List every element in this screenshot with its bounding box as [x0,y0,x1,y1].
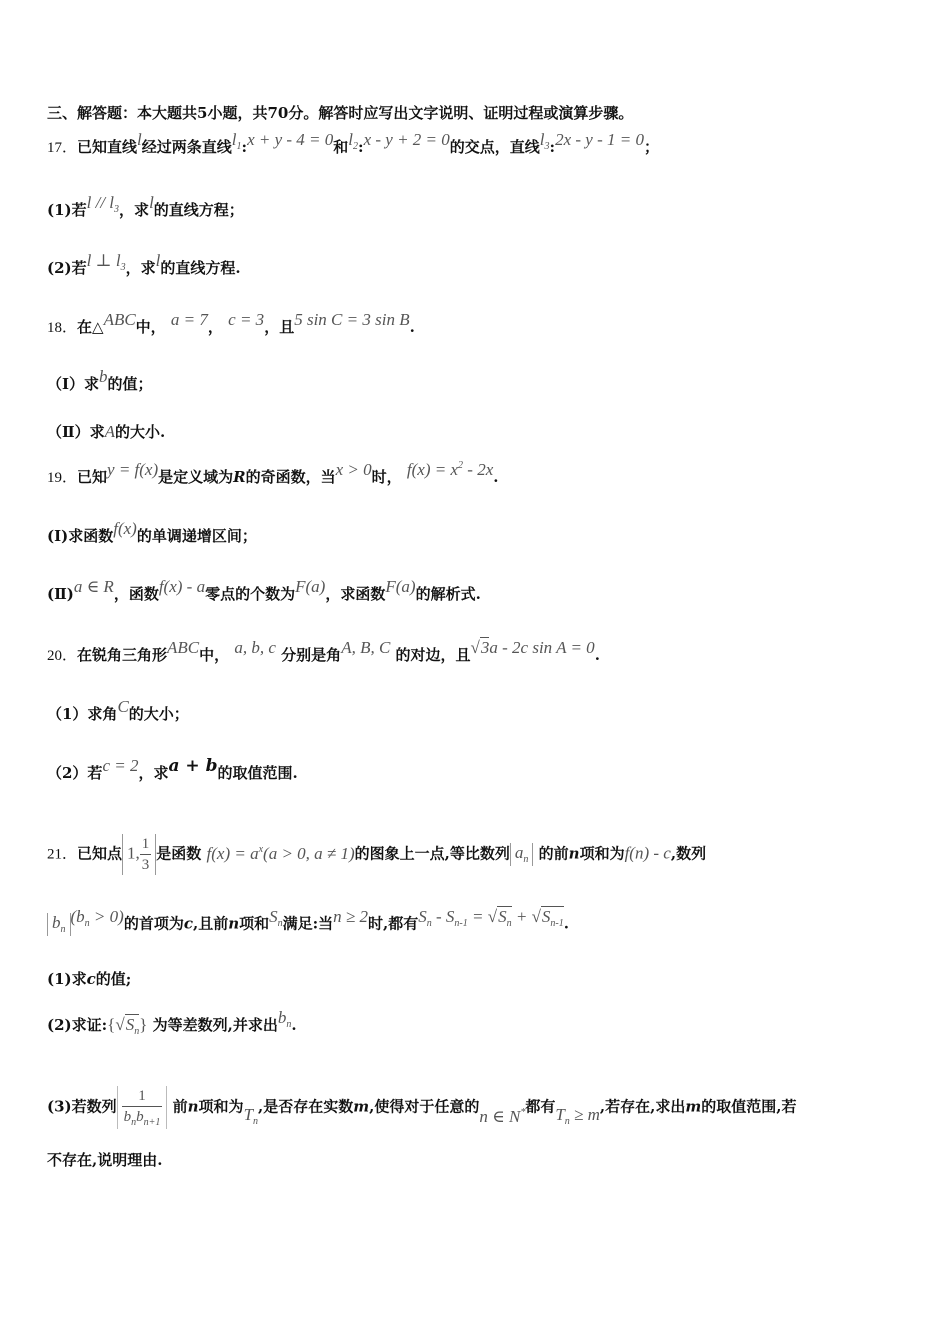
section-header: 三、解答题：本大题共5小题，共70分。解答时应写出文字说明、证明过程或演算步骤。 [47,104,634,122]
q19-part2: (Ⅱ)a ∈ R，函数f(x) - a零点的个数为F(a)，求函数F(a)的解析式. [47,577,481,603]
q17-part2: (2)若l ⊥ $l_3$，求l的直线方程. [47,251,241,277]
q21-stem-line2: $b_n(b_n > 0)$的首项为c,且前n项和$S_n$满足:当n ≥ 2时,都有$S_n - S_{n-1} = √S_n + √S_{n-1}$. [47,913,569,937]
q17-eq2: x - y + 2 = 0 [363,130,450,149]
q17-part1: (1)若l // $l_3$，求l的直线方程； [47,193,244,219]
q19-part1: (Ⅰ)求函数f(x)的单调递增区间； [47,519,257,545]
q20-stem: 20．在锐角三角形ABC中， a, b, c 分别是角A, B, C 的对边，且√3a - 2c sin A = 0. [47,638,600,664]
q18-stem: 18．在△ABC中， a = 7， c = 3，且5 sin C = 3 sin B. [47,310,415,336]
q18-part2: （Ⅱ）求A的大小. [47,422,166,441]
q18-part1: （Ⅰ）求b的值； [47,367,153,393]
q21-part3-line1: (3)若数列 $\frac{1}{b_nb_{n+1}}$ 前n项和为$T_n$,是否存在实数m,使得对于任意的n ∈ N*都有$T_n \ge m$,若存在,求出m的取值范围,若 [47,1088,797,1128]
q21-stem-line1: 21．已知点 1, $\frac{1}{3}$ 是函数 $f(x) = a^x(a > 0$, a ≠ 1)的图象上一点,等比数列 $a_n$ 的前n项和为f(n) - c,数列 [47,836,707,873]
q21-part1: (1)求c的值; [47,970,132,988]
q17-number: 17． [47,140,78,156]
q21-part3-line2: 不存在,说明理由. [47,1151,163,1169]
q20-part1: （1）求角C的大小； [47,697,189,723]
q21-part2: (2)求证$:\{√S_n\}$ 为等差数列,并求出$b_n$. [47,1008,297,1037]
q19-stem: 19．已知y = f(x)是定义域为R的奇函数，当x > 0时， $f(x) = x^2 - 2x$. [47,460,499,486]
q17-eq1: x + y - 4 = 0 [247,130,334,149]
q20-part2: （2）若c = 2，求a + b的取值范围. [47,756,298,782]
q17-stem: 17．已知直线l经过两条直线$l_1:x + y - 4 = 0$和$l_2:x - y + 2 = 0$的交点，直线$l_3:2x - y - 1 = 0$； [47,130,659,156]
q17-eq3: 2x - y - 1 = 0 [555,130,644,149]
